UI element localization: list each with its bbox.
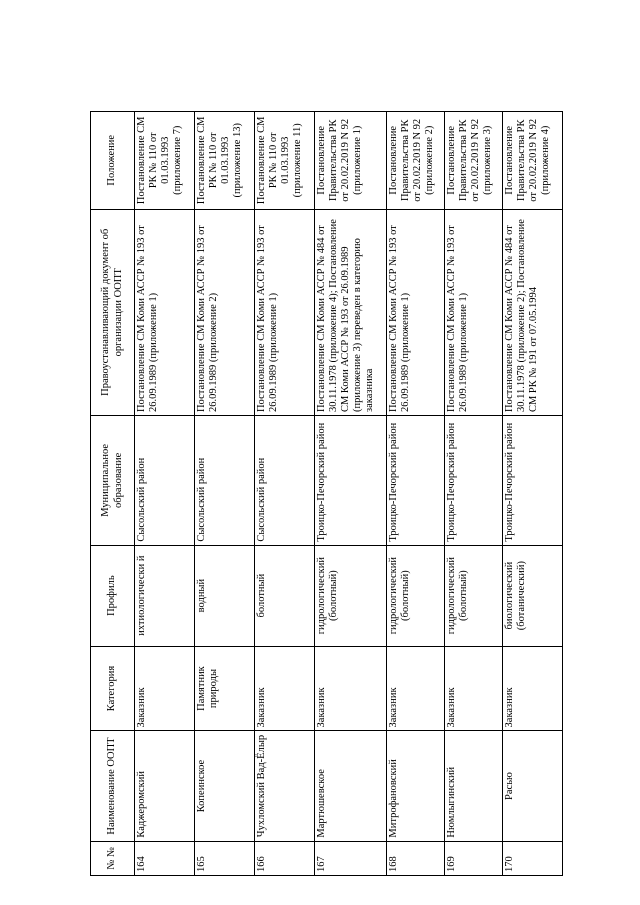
table-header-row: [91, 112, 135, 876]
cell-legal-doc: Постановление СМ Коми АССР № 193 от 26.09.1989 (приложение 2): [195, 209, 255, 415]
header-profile: Профиль: [91, 545, 135, 646]
cell-municipality: Троицко-Печорский район: [387, 416, 445, 546]
cell-municipality: Сысольский район: [255, 416, 315, 546]
table-row: [195, 112, 255, 876]
cell-profile: биологический (ботанический): [503, 545, 563, 646]
cell-municipality: Сысольский район: [135, 416, 195, 546]
cell-legal-doc: Постановление СМ Коми АССР № 193 от 26.09.1989 (приложение 1): [255, 209, 315, 415]
cell-num: 169: [445, 841, 503, 875]
cell-num: 166: [255, 841, 315, 875]
header-legal-doc: Правоустанавливающий документ об организации ООПТ: [91, 209, 135, 415]
cell-category: Памятник природы: [195, 646, 255, 731]
cell-name: Митрофановский: [387, 731, 445, 841]
cell-profile: ихтиологически й: [135, 545, 195, 646]
cell-regulation: Постановление Правительства РК от 20.02.2019 N 92 (приложение 2): [387, 112, 445, 210]
header-num: № №: [91, 841, 135, 875]
cell-name: Копеинское: [195, 731, 255, 841]
cell-category: Заказник: [255, 646, 315, 731]
cell-name: Каджеромский: [135, 731, 195, 841]
cell-profile: гидрологический (болотный): [387, 545, 445, 646]
table-row: [255, 112, 315, 876]
cell-municipality: Сысольский район: [195, 416, 255, 546]
cell-legal-doc: Постановление СМ Коми АССР № 484 от 30.11.1978 (приложение 2); Постановление СМ РК № 191 от 07.05.1994: [503, 209, 563, 415]
cell-category: Заказник: [503, 646, 563, 731]
cell-num: 167: [315, 841, 387, 875]
table-row: [387, 112, 445, 876]
cell-municipality: Троицко-Печорский район: [445, 416, 503, 546]
cell-regulation: Постановление Правительства РК от 20.02.2019 N 92 (приложение 1): [315, 112, 387, 210]
cell-profile: водный: [195, 545, 255, 646]
cell-category: Заказник: [445, 646, 503, 731]
cell-legal-doc: Постановление СМ Коми АССР № 193 от 26.09.1989 (приложение 1): [135, 209, 195, 415]
cell-municipality: Троицко-Печорский район: [503, 416, 563, 546]
cell-municipality: Троицко-Печорский район: [315, 416, 387, 546]
cell-profile: гидрологический (болотный): [315, 545, 387, 646]
header-category: Категория: [91, 646, 135, 731]
cell-legal-doc: Постановление СМ Коми АССР № 484 от 30.11.1978 (приложение 4); Постановление СМ Коми АССР № 193 от 26.09.1989 (приложение 3) переведен в категорию заказника: [315, 209, 387, 415]
table-row: [135, 112, 195, 876]
cell-category: Заказник: [387, 646, 445, 731]
table-row: [445, 112, 503, 876]
cell-num: 165: [195, 841, 255, 875]
cell-category: Заказник: [135, 646, 195, 731]
oopt-table: [90, 111, 563, 876]
cell-category: Заказник: [315, 646, 387, 731]
header-regulation: Положение: [91, 112, 135, 210]
cell-num: 164: [135, 841, 195, 875]
cell-num: 168: [387, 841, 445, 875]
cell-regulation: Постановление СМ РК № 110 от 01.03.1993 (приложение 13): [195, 112, 255, 210]
header-municipality: Муниципальное образование: [91, 416, 135, 546]
cell-num: 170: [503, 841, 563, 875]
cell-regulation: Постановление Правительства РК от 20.02.2019 N 92 (приложение 3): [445, 112, 503, 210]
cell-regulation: Постановление Правительства РК от 20.02.2019 N 92 (приложение 4): [503, 112, 563, 210]
table-row: [315, 112, 387, 876]
cell-regulation: Постановление СМ РК № 110 от 01.03.1993 (приложение 11): [255, 112, 315, 210]
cell-profile: болотный: [255, 545, 315, 646]
cell-profile: гидрологический (болотный): [445, 545, 503, 646]
cell-legal-doc: Постановление СМ Коми АССР № 193 от 26.09.1989 (приложение 1): [445, 209, 503, 415]
cell-name: Нюмлыгинский: [445, 731, 503, 841]
cell-name: Расью: [503, 731, 563, 841]
header-name: Наименование ООПТ: [91, 731, 135, 841]
table-row: [503, 112, 563, 876]
rotated-table-page: [90, 111, 552, 876]
cell-regulation: Постановление СМ РК № 110 от 01.03.1993 (приложение 7): [135, 112, 195, 210]
cell-name: Мартюшевское: [315, 731, 387, 841]
cell-legal-doc: Постановление СМ Коми АССР № 193 от 26.09.1989 (приложение 1): [387, 209, 445, 415]
cell-name: Чухломский Вад-Ёлыр: [255, 731, 315, 841]
